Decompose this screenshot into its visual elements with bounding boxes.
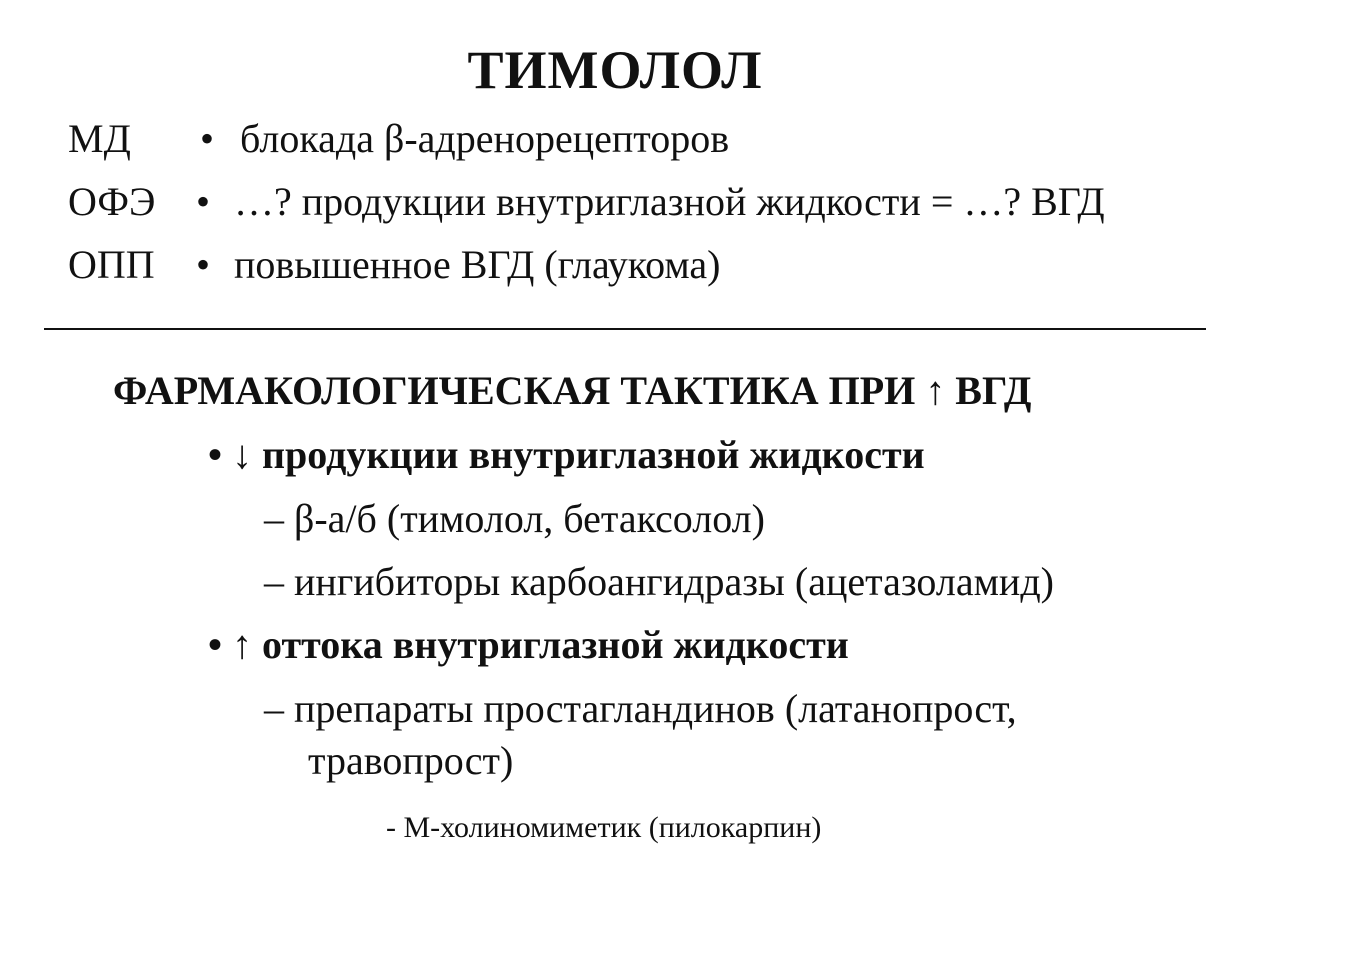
definition-text: блокада β-адренорецепторов: [240, 116, 730, 161]
tactic-group-increase-outflow: • ↑ оттока внутриглазной жидкости: [208, 622, 849, 667]
section-divider: [44, 328, 1206, 330]
definition-text: повышенное ВГД (глаукома): [234, 242, 721, 287]
definition-text: …? продукции внутриглазной жидкости = …? ВГД: [234, 179, 1105, 224]
tactic-item: – препараты простагландинов (латанопрост,: [264, 686, 1017, 731]
tactic-item: - М-холиномиметик (пилокарпин): [386, 811, 822, 844]
bullet-mark: •: [200, 116, 215, 161]
tactics-heading: ФАРМАКОЛОГИЧЕСКАЯ ТАКТИКА ПРИ ↑ ВГД: [113, 368, 1032, 413]
definition-abbr: ОПП: [68, 242, 155, 287]
tactic-group-decrease-production: • ↓ продукции внутриглазной жидкости: [208, 432, 925, 477]
slide-title: ТИМОЛОЛ: [467, 40, 763, 100]
definition-abbr: ОФЭ: [68, 179, 156, 224]
bullet-mark: •: [196, 179, 211, 224]
tactic-item-continuation: травопрост): [308, 738, 514, 783]
tactic-item: – β-а/б (тимолол, бетаксолол): [264, 496, 765, 541]
bullet-mark: •: [196, 242, 211, 287]
definition-abbr: МД: [68, 116, 131, 161]
tactic-item: – ингибиторы карбоангидразы (ацетазоламид): [264, 559, 1054, 604]
